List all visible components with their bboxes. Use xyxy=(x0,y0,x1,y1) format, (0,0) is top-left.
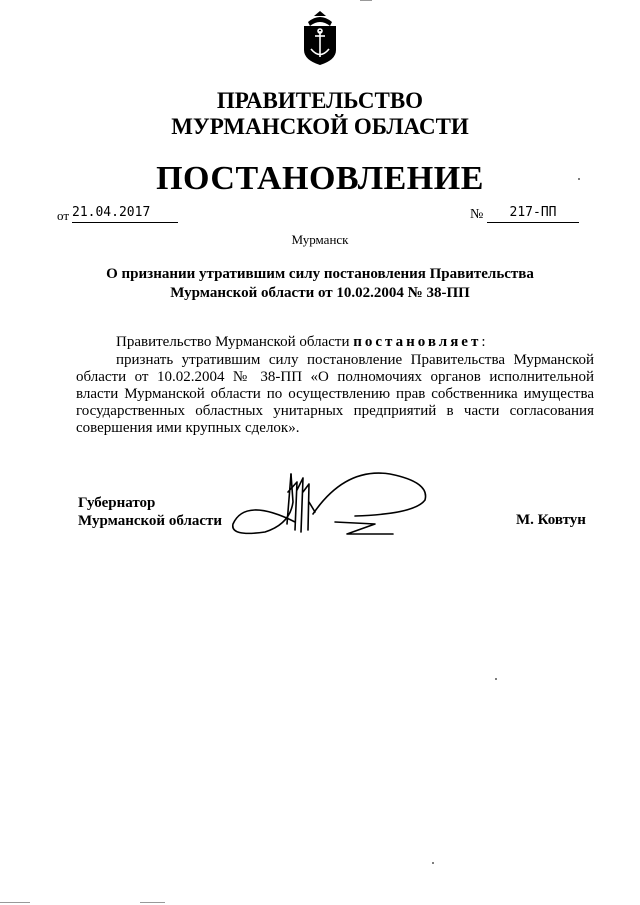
city: Мурманск xyxy=(291,232,349,247)
bottom-edge-mark xyxy=(0,902,30,903)
handwritten-signature xyxy=(225,452,440,552)
intro-suffix: : xyxy=(481,334,486,350)
signatory-position xyxy=(78,494,222,530)
title-line1: О признании утратившим силу постановления Правительства xyxy=(106,266,534,282)
date-label: от xyxy=(57,208,70,223)
org-name-line1: ПРАВИТЕЛЬСТВО xyxy=(216,88,424,113)
number-label: № xyxy=(470,207,484,222)
document-date: 21.04.2017 xyxy=(72,204,178,223)
document-number: 217-ПП xyxy=(487,204,579,223)
document-type: ПОСТАНОВЛЕНИЕ xyxy=(156,160,484,197)
signatory-name: М. Ковтун xyxy=(516,512,586,528)
document-title xyxy=(90,265,550,303)
intro-line xyxy=(116,334,596,351)
intro-prefix: Правительство Мурманской области xyxy=(116,334,350,350)
bottom-edge-mark xyxy=(140,902,165,903)
scan-speck xyxy=(578,178,580,180)
position-line2: Мурманской области xyxy=(78,513,223,529)
title-line2: Мурманской области от 10.02.2004 № 38-ПП xyxy=(170,285,470,301)
intro-verb: постановляет xyxy=(353,334,482,350)
coat-of-arms-emblem xyxy=(300,10,340,66)
scan-speck xyxy=(495,678,497,680)
decree-paragraph: признать утратившим силу постановление Правительства Мурманской области от 10.02.2004 № 38-ПП «О полномочиях органов исполнительной власти Мурманской области по осуществлению прав собственника имущества государственных областных унитарных предприятий в части согласования совершения ими крупных сделок». xyxy=(76,352,594,436)
top-edge-mark xyxy=(360,0,372,1)
scan-speck xyxy=(432,862,434,864)
position-line1: Губернатор xyxy=(78,495,156,511)
org-name-line2: МУРМАНСКОЙ ОБЛАСТИ xyxy=(171,114,469,139)
